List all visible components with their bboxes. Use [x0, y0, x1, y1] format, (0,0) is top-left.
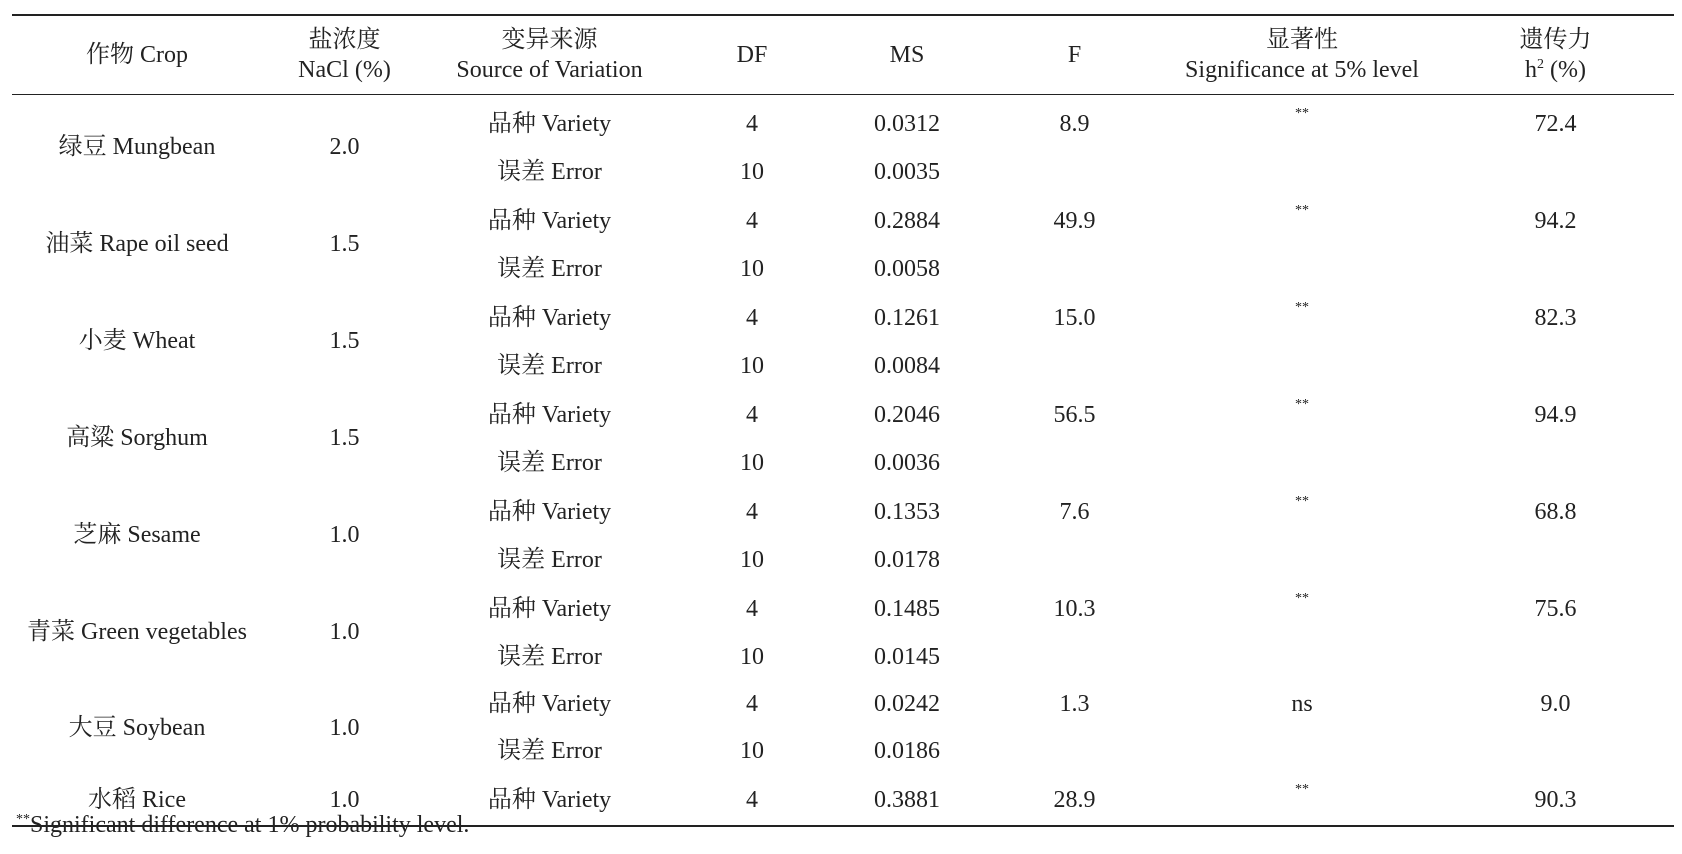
f-value: 56.5: [1053, 401, 1096, 428]
heritability-empty: [1437, 343, 1674, 390]
anova-table: [12, 14, 1674, 827]
heritability-value: 9.0: [1540, 691, 1571, 717]
significance-cell: [1167, 390, 1437, 440]
crop-name: 芝麻 Sesame: [73, 522, 201, 548]
heritability-value: 75.6: [1534, 595, 1577, 622]
nacl-concentration: 1.0: [329, 522, 360, 548]
ms-value: 0.0035: [874, 159, 940, 185]
header-source-cn: 变异来源: [501, 27, 598, 53]
heritability-value: 72.4: [1534, 110, 1577, 137]
significance-cell: [1167, 775, 1437, 826]
significance-mark: **: [1295, 106, 1309, 121]
significance-mark: **: [1295, 782, 1309, 797]
df-value: 4: [746, 207, 758, 234]
source-error: 误差 Error: [497, 547, 602, 573]
header-sig-en: Significance at 5% level: [1185, 57, 1419, 83]
ms-value: 0.0312: [874, 110, 940, 137]
f-value: 7.6: [1059, 498, 1090, 525]
nacl-concentration: 1.5: [329, 328, 360, 354]
header-source: [427, 15, 672, 95]
ms-value: 0.0058: [874, 256, 940, 282]
nacl-concentration: 2.0: [329, 134, 360, 160]
ms-value: 0.0145: [874, 644, 940, 670]
source-variety: 品种 Variety: [487, 207, 612, 234]
heritability-empty: [1437, 149, 1674, 196]
source-error: 误差 Error: [497, 450, 602, 476]
header-h2-en: $h^2$ (%): [1525, 57, 1586, 83]
table-row-variety: [12, 681, 1674, 728]
source-error: 误差 Error: [497, 159, 602, 185]
table-body: [12, 95, 1674, 827]
ms-value: 0.0186: [874, 738, 940, 764]
nacl-concentration: 1.0: [329, 714, 360, 741]
table-row-variety: [12, 95, 1674, 150]
ms-value: 0.0178: [874, 547, 940, 573]
header-crop: 作物 Crop: [86, 42, 188, 68]
source-variety: 品种 Variety: [487, 110, 612, 137]
significance-empty: [1167, 537, 1437, 584]
f-empty: [982, 343, 1167, 390]
source-error: 误差 Error: [497, 644, 602, 670]
heritability-value: 68.8: [1534, 498, 1577, 525]
nacl-concentration: 1.5: [329, 231, 360, 257]
significance-mark: **: [1295, 591, 1309, 606]
heritability-empty: [1437, 728, 1674, 775]
df-value: 10: [740, 159, 764, 185]
df-value: 4: [746, 786, 758, 813]
heritability-value: 94.9: [1534, 401, 1577, 428]
source-variety: 品种 Variety: [487, 401, 612, 428]
header-significance: [1167, 15, 1437, 95]
ms-value: 0.2046: [874, 401, 940, 428]
source-error: 误差 Error: [497, 353, 602, 379]
table-row-variety: [12, 487, 1674, 537]
source-variety: 品种 Variety: [487, 691, 612, 717]
header-nacl-en: NaCl (%): [298, 57, 391, 83]
significance-empty: [1167, 634, 1437, 681]
nacl-concentration: 1.0: [329, 786, 360, 813]
source-variety: 品种 Variety: [487, 595, 612, 622]
df-value: 4: [746, 595, 758, 622]
significance-cell: [1167, 95, 1437, 150]
ms-value: 0.0084: [874, 353, 940, 379]
significance-empty: [1167, 728, 1437, 775]
df-value: 4: [746, 498, 758, 525]
df-value: 10: [740, 547, 764, 573]
df-value: 4: [746, 110, 758, 137]
df-value: 10: [740, 738, 764, 764]
ms-value: 0.0242: [874, 691, 940, 717]
crop-name: 绿豆 Mungbean: [58, 134, 216, 160]
f-value: 8.9: [1059, 110, 1090, 137]
header-nacl-cn: 盐浓度: [308, 27, 381, 53]
nacl-concentration: 1.5: [329, 425, 360, 451]
source-variety: 品种 Variety: [487, 304, 612, 331]
crop-name: 水稻 Rice: [88, 786, 186, 813]
significance-mark: **: [1295, 300, 1309, 315]
df-value: 10: [740, 353, 764, 379]
significance-cell: [1167, 487, 1437, 537]
crop-name: 青菜 Green vegetables: [27, 619, 247, 645]
f-empty: [982, 537, 1167, 584]
significance-mark: **: [1295, 397, 1309, 412]
heritability-empty: [1437, 246, 1674, 293]
table-row-variety: [12, 390, 1674, 440]
ms-value: 0.1261: [874, 304, 940, 331]
significance-cell: [1167, 196, 1437, 246]
heritability-empty: [1437, 634, 1674, 681]
significance-empty: [1167, 440, 1437, 487]
footnote-text: Significant difference at 1% probability level.: [30, 812, 470, 838]
header-f: F: [1067, 42, 1082, 68]
ms-value: 0.1353: [874, 498, 940, 525]
significance-mark: **: [1295, 494, 1309, 509]
significance-mark: **: [1295, 203, 1309, 218]
crop-name: 小麦 Wheat: [78, 328, 196, 354]
source-variety: 品种 Variety: [487, 786, 612, 813]
heritability-empty: [1437, 440, 1674, 487]
df-value: 10: [740, 644, 764, 670]
f-value: 49.9: [1053, 207, 1096, 234]
f-empty: [982, 149, 1167, 196]
ms-value: 0.0036: [874, 450, 940, 476]
header-df: DF: [736, 42, 768, 68]
ms-value: 0.3881: [874, 786, 940, 813]
crop-name: 高粱 Sorghum: [66, 425, 208, 451]
source-error: 误差 Error: [497, 738, 602, 764]
header-nacl: [262, 15, 427, 95]
significance-cell: [1167, 584, 1437, 634]
heritability-value: 94.2: [1534, 207, 1577, 234]
f-empty: [982, 246, 1167, 293]
header-sig-cn: 显著性: [1266, 27, 1338, 53]
f-value: 1.3: [1059, 691, 1090, 717]
significance-empty: [1167, 149, 1437, 196]
heritability-value: 82.3: [1534, 304, 1577, 331]
f-value: 10.3: [1053, 595, 1096, 622]
significance-mark: ns: [1291, 691, 1313, 717]
df-value: 10: [740, 450, 764, 476]
heritability-value: 90.3: [1534, 786, 1577, 813]
significance-empty: [1167, 343, 1437, 390]
f-empty: [982, 634, 1167, 681]
f-empty: [982, 440, 1167, 487]
table-row-variety: [12, 293, 1674, 343]
header-heritability: [1437, 15, 1674, 95]
table-row-variety: [12, 584, 1674, 634]
significance-cell: [1167, 681, 1437, 728]
f-empty: [982, 728, 1167, 775]
crop-name: 大豆 Soybean: [68, 714, 206, 741]
significance-cell: [1167, 293, 1437, 343]
source-variety: 品种 Variety: [487, 498, 612, 525]
nacl-concentration: 1.0: [329, 619, 360, 645]
header-ms: MS: [889, 42, 925, 68]
df-value: 4: [746, 691, 758, 717]
ms-value: 0.1485: [874, 595, 940, 622]
header-source-en: Source of Variation: [456, 57, 643, 83]
df-value: 4: [746, 304, 758, 331]
header-h2-cn: 遗传力: [1519, 27, 1592, 53]
crop-name: 油菜 Rape oil seed: [45, 231, 229, 257]
footnote-mark: **: [16, 812, 30, 827]
df-value: 4: [746, 401, 758, 428]
heritability-empty: [1437, 537, 1674, 584]
table-row-variety: [12, 196, 1674, 246]
df-value: 10: [740, 256, 764, 282]
source-error: 误差 Error: [497, 256, 602, 282]
significance-empty: [1167, 246, 1437, 293]
header-row: [12, 15, 1674, 95]
f-value: 15.0: [1053, 304, 1096, 331]
footnote: [16, 812, 469, 839]
f-value: 28.9: [1053, 786, 1096, 813]
ms-value: 0.2884: [874, 207, 940, 234]
